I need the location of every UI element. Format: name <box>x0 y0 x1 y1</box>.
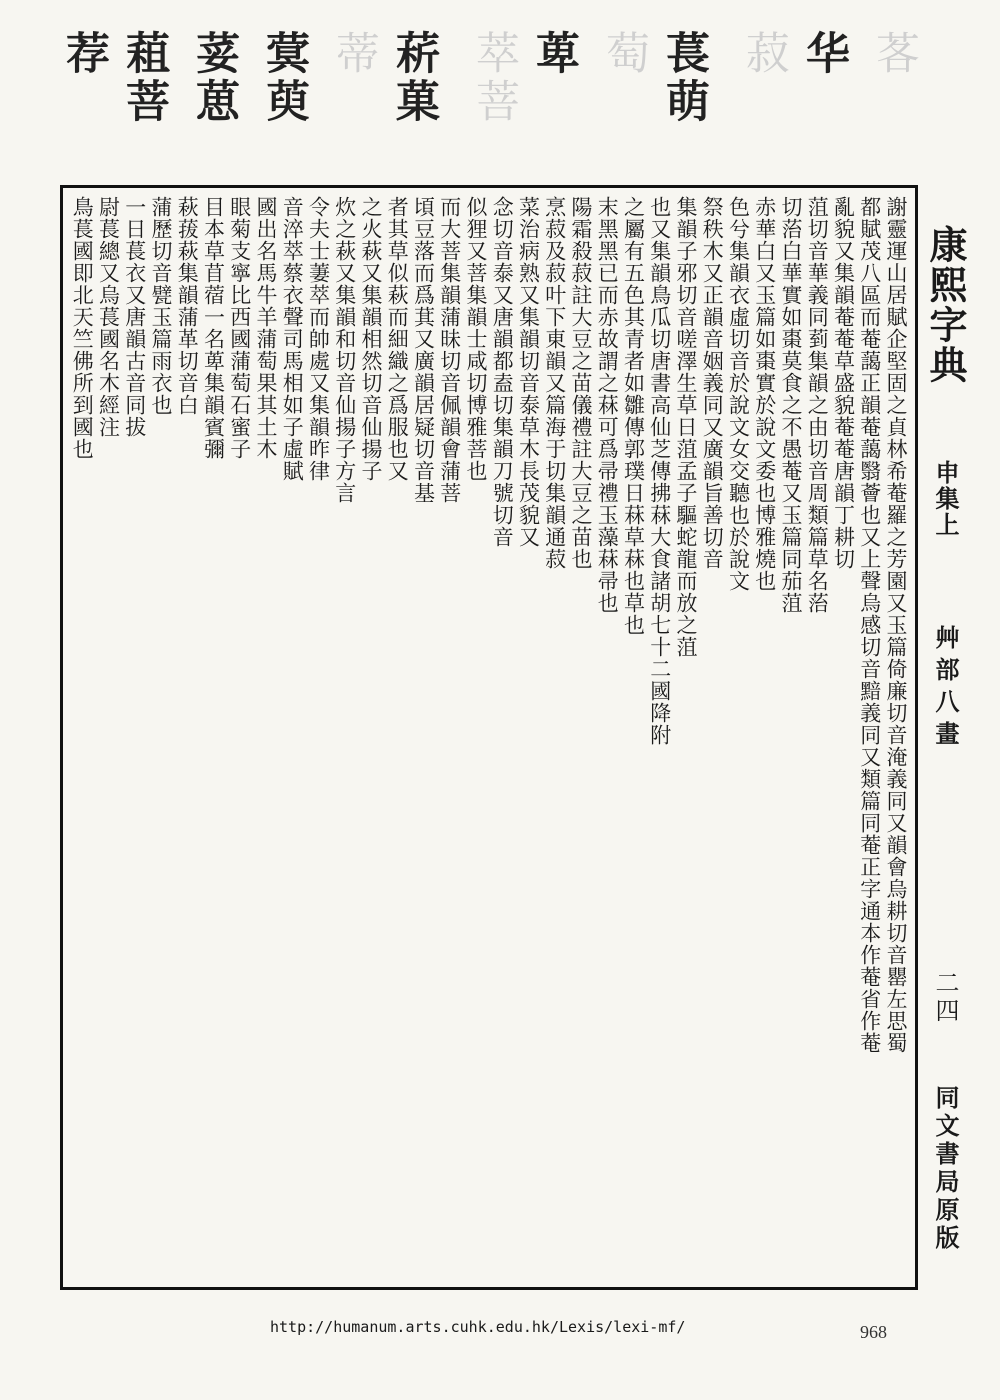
page-header-column <box>920 225 970 1315</box>
text-column: 集韻子邪切音嗟澤生草日菹孟子驅蛇龍而放之菹 <box>674 196 698 658</box>
seal-glyph: 菥菓 <box>388 30 439 126</box>
text-column: 赤華白又玉篇如棗實於說文委也博雅燒也 <box>752 196 777 592</box>
text-column: 念切音泰又唐韻都盍切集韻刀號切音 <box>490 196 515 548</box>
text-column: 祭秩木又正韻音姻義同又廣韻旨善切音 <box>700 196 725 570</box>
text-column: 亂貌又集韻菴菴草盛貌菴菴唐韻丁耕切 <box>831 196 856 570</box>
text-column: 菹切音華義同菿集韻之由切音周類篇草名菭 <box>805 196 830 614</box>
publisher-label: 同文書局原版 <box>931 1085 960 1253</box>
text-column: 陽霜殺菽註大豆之苗儀禮註大豆之苗也 <box>569 196 593 570</box>
seal-ghost-glyph: 萃菩 <box>468 30 519 126</box>
text-column: 國出名馬牛羊蒲萄果其土木 <box>254 196 278 460</box>
text-column: 尉萇總又烏萇國名木經注 <box>96 196 121 438</box>
seal-ghost-glyph: 菽 <box>738 30 789 78</box>
text-column: 蒲歷切音甓玉篇雨衣也 <box>149 196 173 416</box>
text-column: 一日萇衣又唐韻古音同拔 <box>122 196 147 438</box>
source-url-link[interactable]: http://humanum.arts.cuhk.edu.hk/Lexis/lexi-mf/ <box>270 1318 686 1336</box>
text-column: 色兮集韻衣虛切音於說文女交聽也於說文 <box>726 196 751 592</box>
folio-number: 968 <box>860 1322 887 1342</box>
text-column: 菜治病熟又集韻切音泰草木長茂貌又 <box>516 196 541 548</box>
text-column: 似狸又菩集韻士咸切博雅菩也 <box>464 196 488 482</box>
text-column: 切菭白華實如棗莫食之不愚菴又玉篇同茄菹 <box>779 196 803 614</box>
seal-script-band <box>58 30 938 180</box>
seal-glyph: 蒩菩 <box>118 30 169 126</box>
radical-label: 艸部八畫 <box>931 625 960 753</box>
text-column: 目本草苜蓿一名萆集韻賓彌 <box>201 196 226 460</box>
seal-glyph: 荐 <box>58 30 109 78</box>
dictionary-title: 康熙字典 <box>923 225 968 385</box>
seal-ghost-glyph: 萄 <box>598 30 649 78</box>
text-column: 之屬有五色其青者如雛傳郭璞日菻草菻也草也 <box>621 196 646 636</box>
text-column: 也又集韻鳥瓜切唐書高仙芝傳拂菻大食諸胡七十二國降附 <box>647 196 672 746</box>
text-column: 炊之萩又集韻和切音仙揚子方言 <box>332 196 357 504</box>
text-column: 鳥萇國即北天竺佛所到國也 <box>70 196 95 460</box>
text-column: 令夫士萋萃而帥處又集韻昨律 <box>306 196 331 482</box>
seal-ghost-glyph: 茖 <box>868 30 919 78</box>
text-column: 之火萩又集韻相然切音仙揚子 <box>359 196 383 482</box>
seal-glyph: 荽葸 <box>188 30 239 126</box>
entry-body-frame <box>60 185 918 1290</box>
seal-glyph: 华 <box>798 30 849 78</box>
section-label: 申集上 <box>931 460 960 538</box>
text-column: 烹菽及菽叶下東韻又篇海于切集韻通菽 <box>542 196 567 570</box>
text-column: 而大菩集韻蒲昧切音佩韻會蒲菩 <box>437 196 462 504</box>
text-column: 頃豆落而爲萁又廣韻居疑切音基 <box>411 196 436 504</box>
seal-glyph: 蓂萸 <box>258 30 309 126</box>
text-column: 末黑黑已而赤故謂之菻可爲帚禮玉藻菻帚也 <box>595 196 620 614</box>
text-column: 萩菝萩集韻蒲革切音白 <box>175 196 200 416</box>
seal-ghost-glyph: 蒂 <box>328 30 379 78</box>
seal-glyph: 萆 <box>528 30 579 78</box>
seal-glyph: 萇萌 <box>658 30 709 126</box>
text-columns <box>69 196 909 1279</box>
text-column: 眼菊支寧比西國蒲萄石蜜子 <box>227 196 252 460</box>
text-column: 者其草似萩而細織之爲服也又 <box>385 196 410 482</box>
page-number-label: 二四 <box>931 970 959 1026</box>
text-column: 謝靈運山居賦企堅固之貞林希菴羅之芳園又玉篇倚廉切音淹義同又韻會烏耕切音罌左思蜀 <box>884 196 908 1054</box>
text-column: 音淬萃蔡衣聲司馬相如子虛賦 <box>280 196 305 482</box>
text-column: 都賦茂八區而菴藹正韻菴藹翳薈也又上聲烏感切音黯義同又類篇同菴正字通本作菴省作菴 <box>857 196 882 1054</box>
